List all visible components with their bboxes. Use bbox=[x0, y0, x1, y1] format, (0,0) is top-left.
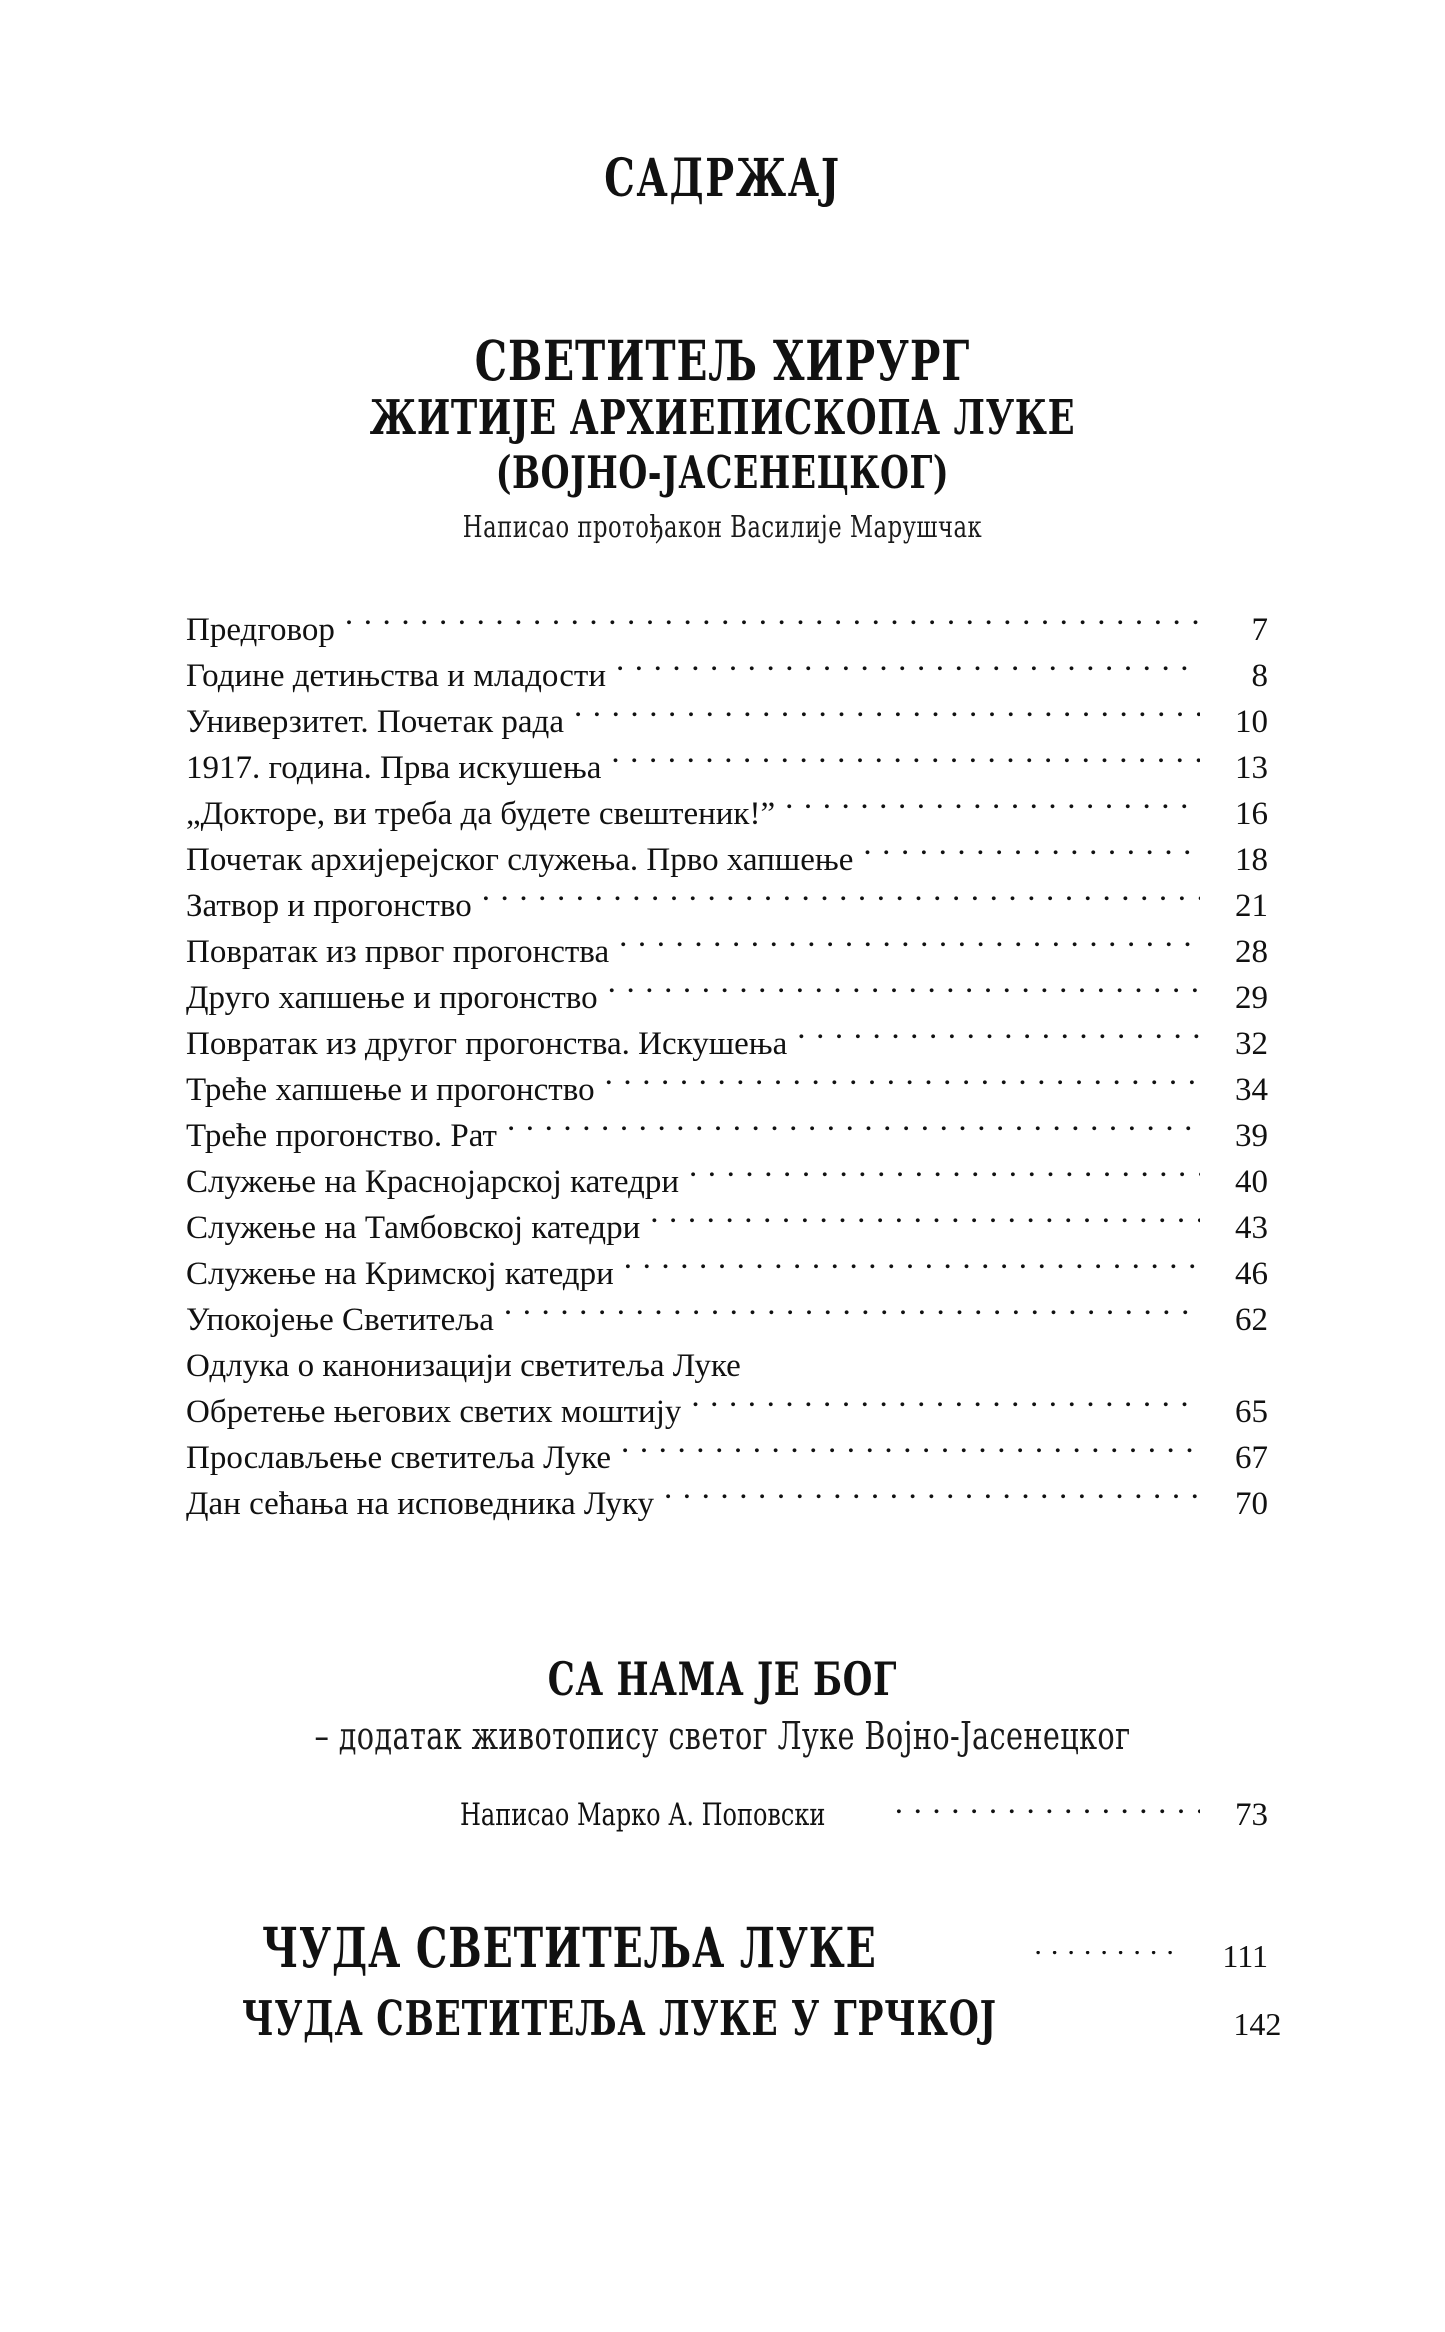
dot-leader bbox=[691, 1389, 1200, 1422]
dot-leader bbox=[574, 699, 1200, 732]
table-of-contents-list bbox=[186, 607, 1268, 1527]
toc-entry-page-number: 40 bbox=[1235, 1164, 1268, 1200]
dot-leader bbox=[1034, 1951, 1176, 1967]
section-2-author-row[interactable] bbox=[186, 1797, 1268, 1843]
dot-leader bbox=[621, 1435, 1200, 1468]
toc-entry[interactable] bbox=[186, 1205, 1268, 1251]
toc-entry-label: Универзитет. Почетак рада bbox=[186, 704, 564, 740]
section-1-title-line-1: СВЕТИТЕЉ ХИРУРГ bbox=[474, 328, 971, 393]
toc-entry-label: Друго хапшење и прогонство bbox=[186, 980, 598, 1016]
bottom-entry-label: ЧУДА СВЕТИТЕЉА ЛУКЕ bbox=[262, 1915, 877, 1980]
toc-entry-label: Предговор bbox=[186, 612, 335, 648]
dot-leader bbox=[504, 1297, 1200, 1330]
toc-entry-page-number: 7 bbox=[1251, 612, 1268, 648]
toc-entry[interactable] bbox=[186, 975, 1268, 1021]
dot-leader bbox=[616, 653, 1200, 686]
section-2-subtitle: – додатак животопису светог Луке Војно-Јасенецког bbox=[314, 1714, 1131, 1758]
toc-entry-page-number: 18 bbox=[1235, 842, 1268, 878]
toc-entry-page-number: 34 bbox=[1235, 1072, 1268, 1108]
dot-leader bbox=[482, 883, 1200, 916]
toc-entry[interactable] bbox=[186, 1481, 1268, 1527]
bottom-entry-label: ЧУДА СВЕТИТЕЉА ЛУКЕ У ГРЧКОЈ bbox=[242, 1991, 997, 2047]
dot-leader bbox=[507, 1113, 1200, 1146]
toc-entry-page-number: 65 bbox=[1235, 1394, 1268, 1430]
dot-leader bbox=[608, 975, 1200, 1008]
toc-entry-label: Одлука о канонизацији светитеља Луке bbox=[186, 1348, 741, 1384]
section-2-author-label: Написао Марко А. Поповски bbox=[460, 1797, 826, 1833]
toc-entry[interactable] bbox=[186, 1251, 1268, 1297]
toc-entry[interactable] bbox=[186, 791, 1268, 837]
section-1-title-line-3: (ВОЈНО-ЈАСЕНЕЦКОГ) bbox=[495, 446, 950, 500]
toc-entry[interactable] bbox=[186, 745, 1268, 791]
toc-entry-page-number: 10 bbox=[1235, 704, 1268, 740]
toc-entry[interactable] bbox=[186, 837, 1268, 883]
bottom-entry-page-number: 142 bbox=[1233, 2006, 1282, 2042]
toc-entry[interactable] bbox=[186, 1389, 1268, 1435]
toc-entry-label: Упокојење Светитеља bbox=[186, 1302, 494, 1338]
dot-leader bbox=[689, 1159, 1200, 1192]
toc-entry-label: Треће прогонство. Рат bbox=[186, 1118, 497, 1154]
dot-leader bbox=[624, 1251, 1200, 1284]
toc-entry[interactable] bbox=[186, 929, 1268, 975]
section-2-heading-block bbox=[0, 1652, 1445, 1758]
toc-entry-page-number: 70 bbox=[1235, 1486, 1268, 1522]
section-2-author-page-number: 73 bbox=[1235, 1797, 1268, 1833]
toc-entry-label: Служење на Тамбовској катедри bbox=[186, 1210, 641, 1246]
toc-entry[interactable] bbox=[186, 1067, 1268, 1113]
toc-entry[interactable] bbox=[186, 883, 1268, 929]
toc-entry-page-number: 21 bbox=[1235, 888, 1268, 924]
toc-entry-label: Прослављење светитеља Луке bbox=[186, 1440, 612, 1476]
toc-entry-page-number: 16 bbox=[1235, 796, 1268, 832]
dot-leader bbox=[345, 607, 1200, 640]
toc-entry-page-number: 43 bbox=[1235, 1210, 1268, 1246]
toc-entry[interactable] bbox=[186, 699, 1268, 745]
section-2-title-line-1: СА НАМА ЈЕ БОГ bbox=[547, 1652, 898, 1706]
toc-entry-page-number: 13 bbox=[1235, 750, 1268, 786]
toc-entry-label: Служење на Краснојарској катедри bbox=[186, 1164, 679, 1200]
toc-entry-label: Затвор и прогонство bbox=[186, 888, 472, 924]
toc-entry-label: Обретење његових светих моштију bbox=[186, 1394, 682, 1430]
bottom-entries-list bbox=[186, 1915, 1282, 2067]
toc-entry-label: „Докторе, ви треба да будете свештеник!” bbox=[186, 796, 776, 832]
toc-entry[interactable] bbox=[186, 1297, 1268, 1343]
toc-entry-page-number: 29 bbox=[1235, 980, 1268, 1016]
toc-entry-label: Служење на Кримској катедри bbox=[186, 1256, 614, 1292]
section-1-heading-block bbox=[0, 328, 1445, 546]
toc-entry[interactable] bbox=[186, 1021, 1268, 1067]
toc-entry-label: Повратак из другог прогонства. Искушења bbox=[186, 1026, 788, 1062]
toc-entry-page-number: 39 bbox=[1235, 1118, 1268, 1154]
section-1-title-line-2: ЖИТИЈЕ АРХИЕПИСКОПА ЛУКЕ bbox=[369, 390, 1076, 447]
toc-entry-page-number: 62 bbox=[1235, 1302, 1268, 1338]
dot-leader bbox=[650, 1205, 1200, 1238]
toc-entry-label: Године детињства и младости bbox=[186, 658, 606, 694]
section-1-author: Написао протођакон Василије Марушчак bbox=[462, 510, 983, 546]
dot-leader bbox=[863, 837, 1200, 870]
toc-entry-page-number: 46 bbox=[1235, 1256, 1268, 1292]
toc-entry[interactable] bbox=[186, 1435, 1268, 1481]
dot-leader bbox=[797, 1021, 1200, 1054]
toc-entry[interactable] bbox=[186, 653, 1268, 699]
dot-leader bbox=[664, 1481, 1200, 1514]
toc-entry-page-number: 28 bbox=[1235, 934, 1268, 970]
dot-leader bbox=[785, 791, 1200, 824]
page-title: САДРЖАЈ bbox=[604, 148, 841, 209]
bottom-entry-page-number: 111 bbox=[1222, 1938, 1268, 1974]
dot-leader bbox=[605, 1067, 1200, 1100]
toc-entry-label: 1917. година. Прва искушења bbox=[186, 750, 602, 786]
toc-entry-label: Почетак архијерејског служења. Прво хапшење bbox=[186, 842, 854, 878]
toc-entry-label: Дан сећања на исповедника Луку bbox=[186, 1486, 654, 1522]
dot-leader bbox=[751, 1343, 1200, 1376]
toc-entry[interactable] bbox=[186, 1159, 1268, 1205]
toc-entry[interactable] bbox=[186, 1343, 1268, 1389]
toc-entry-page-number: 8 bbox=[1251, 658, 1268, 694]
dot-leader bbox=[611, 745, 1200, 778]
toc-entry[interactable] bbox=[186, 1113, 1268, 1159]
toc-entry[interactable] bbox=[186, 607, 1268, 653]
dot-leader bbox=[619, 929, 1200, 962]
bottom-entry[interactable] bbox=[186, 1915, 1268, 1991]
toc-entry-page-number: 67 bbox=[1235, 1440, 1268, 1476]
toc-entry-label: Треће хапшење и прогонство bbox=[186, 1072, 595, 1108]
toc-entry-page-number: 32 bbox=[1235, 1026, 1268, 1062]
dot-leader bbox=[895, 1809, 1200, 1825]
toc-entry-label: Повратак из првог прогонства bbox=[186, 934, 610, 970]
bottom-entry[interactable] bbox=[186, 1991, 1282, 2067]
